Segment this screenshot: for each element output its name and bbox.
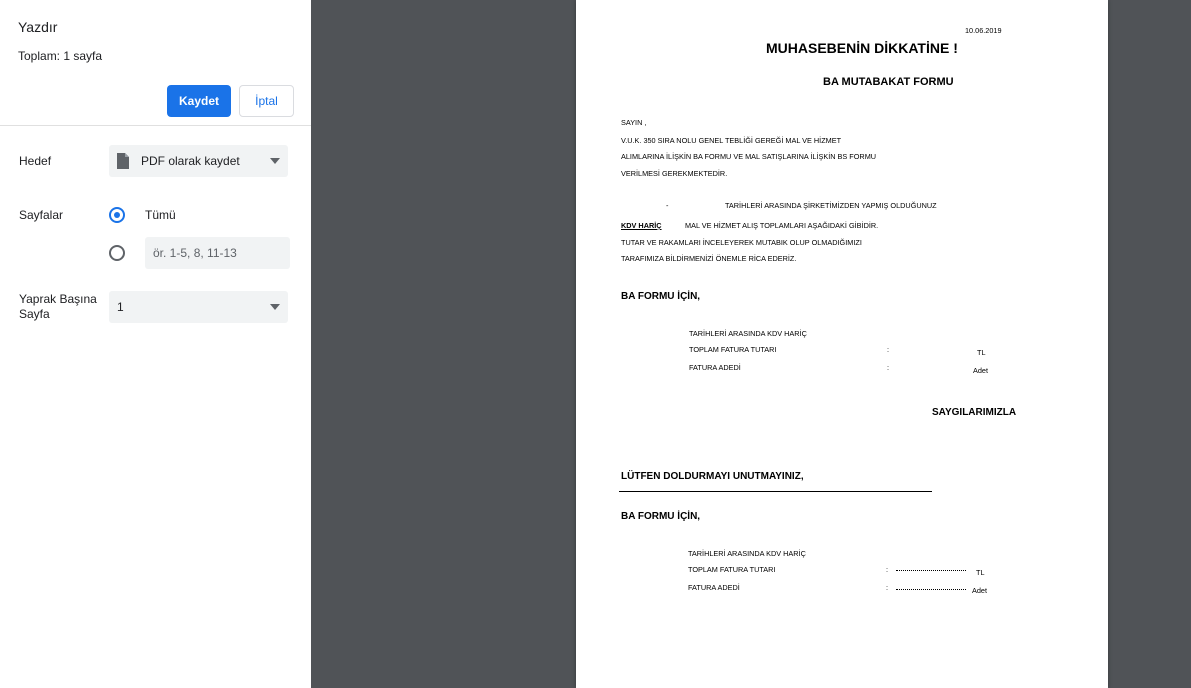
doc-line: VERİLMESİ GEREKMEKTEDİR. [621, 169, 728, 178]
form2-total-blank [896, 570, 966, 571]
form2-colon: : [886, 565, 889, 574]
form2-unit-tl: TL [976, 568, 985, 577]
form1-count-label: FATURA ADEDİ [689, 363, 741, 372]
form2-count-label: FATURA ADEDİ [688, 583, 740, 592]
form1-total-label: TOPLAM FATURA TUTARI [689, 345, 777, 354]
form1-unit-tl: TL [977, 348, 986, 357]
form2-colon: : [886, 583, 889, 592]
doc-line-check: TUTAR VE RAKAMLARI İNCELEYEREK MUTABIK OLUP OLMADIĞIMIZI [621, 238, 862, 247]
form2-unit-count: Adet [972, 586, 988, 595]
doc-line-notify: TARAFIMIZA BİLDİRMENİZİ ÖNEMLE RİCA EDERİZ. [621, 254, 797, 263]
doc-line: SAYIN , [621, 118, 647, 127]
form2-count-blank [896, 589, 966, 590]
per-sheet-label [19, 292, 97, 322]
save-button[interactable]: Kaydet [167, 85, 231, 117]
form2-range: TARİHLERİ ARASINDA KDV HARİÇ [688, 549, 806, 558]
doc-between: TARİHLERİ ARASINDA ŞİRKETİMİZDEN YAPMIŞ OLDUĞUNUZ [725, 201, 937, 210]
document-preview [576, 0, 1108, 688]
print-settings-panel [0, 0, 311, 688]
form1-unit-count: Adet [973, 366, 989, 375]
doc-subheading: BA MUTABAKAT FORMU [823, 76, 954, 88]
pages-per-sheet-select[interactable] [109, 291, 288, 323]
cancel-button[interactable]: İptal [239, 85, 294, 117]
form1-colon: : [887, 363, 890, 372]
doc-line: ALIMLARINA İLİŞKİN BA FORMU VE MAL SATIŞLARINA İLİŞKİN BS FORMU [621, 152, 877, 161]
pages-all-radio[interactable] [109, 207, 125, 223]
doc-fill-reminder: LÜTFEN DOLDURMAYI UNUTMAYINIZ, [621, 471, 804, 482]
page-count: Toplam: 1 sayfa [18, 49, 103, 63]
pages-label: Sayfalar [19, 208, 64, 222]
chevron-down-icon [270, 158, 280, 164]
destination-label: Hedef [19, 154, 52, 168]
form2-heading: BA FORMU İÇİN, [621, 511, 701, 522]
doc-regards: SAYGILARIMIZLA [932, 407, 1017, 418]
divider [0, 125, 311, 126]
destination-value: PDF olarak kaydet [141, 154, 240, 168]
doc-dash: - [666, 201, 669, 210]
doc-line-goods: MAL VE HİZMET ALIŞ TOPLAMLARI AŞAĞIDAKİ GİBİDİR. [685, 221, 879, 230]
file-icon [117, 153, 129, 169]
per-sheet-value: 1 [117, 300, 124, 314]
doc-kdv: KDV HARİÇ [621, 221, 662, 230]
form2-total-label: TOPLAM FATURA TUTARI [688, 565, 776, 574]
form1-colon: : [887, 345, 890, 354]
per-sheet-label-line1: Yaprak Başına [19, 292, 97, 306]
doc-heading: MUHASEBENİN DİKKATİNE ! [766, 40, 958, 56]
print-title: Yazdır [18, 19, 58, 35]
doc-date: 10.06.2019 [965, 26, 1002, 35]
destination-select[interactable] [109, 145, 288, 177]
form1-range: TARİHLERİ ARASINDA KDV HARİÇ [689, 329, 807, 338]
pages-custom-radio[interactable] [109, 245, 125, 261]
form1-heading: BA FORMU İÇİN, [621, 291, 701, 302]
pages-all-label: Tümü [145, 208, 176, 222]
doc-line: V.U.K. 350 SIRA NOLU GENEL TEBLİĞİ GEREĞİ MAL VE HİZMET [621, 136, 842, 145]
per-sheet-label-line2: Sayfa [19, 307, 50, 321]
divider-line [619, 491, 932, 492]
page-range-input[interactable] [145, 237, 290, 269]
chevron-down-icon [270, 304, 280, 310]
